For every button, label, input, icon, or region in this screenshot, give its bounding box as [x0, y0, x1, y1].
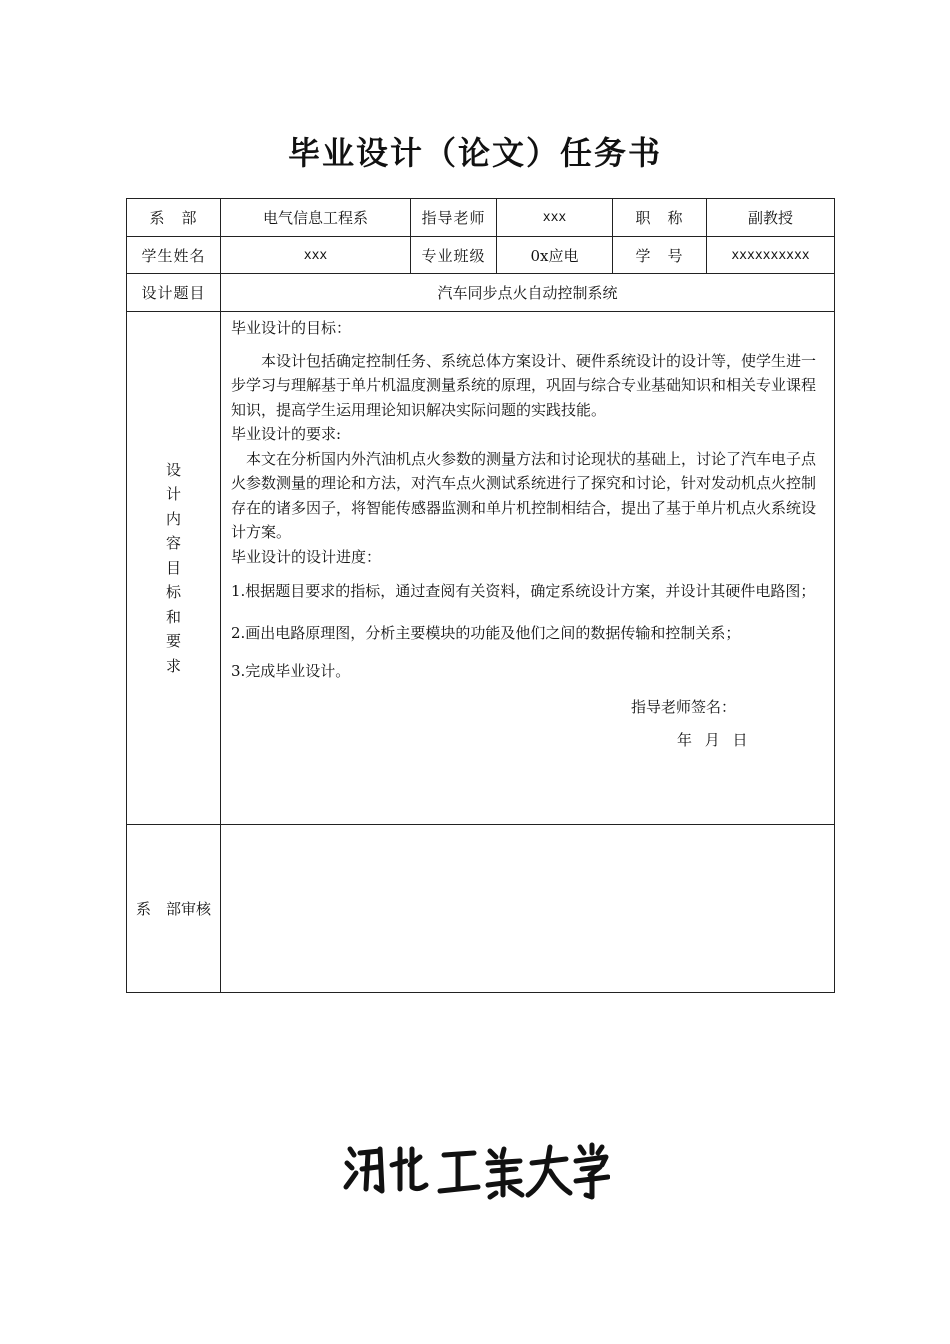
- title-rank-value: 副教授: [707, 199, 835, 237]
- logo-stroke: [346, 1149, 356, 1187]
- department-value: 电气信息工程系: [221, 199, 411, 237]
- progress-step-3: 3.完成毕业设计。: [231, 662, 351, 680]
- logo-stroke: [392, 1149, 426, 1189]
- page-title: 毕业设计（论文）任务书: [287, 134, 662, 172]
- signature-date: 年 月 日: [677, 730, 748, 749]
- logo-stroke: [440, 1153, 478, 1191]
- review-content: [221, 825, 835, 993]
- requirement-text: 本文在分析国内外汽油机点火参数的测量方法和讨论现状的基础上，讨论了汽车电子点火参数测量的理论和方法，对汽车点火测试系统进行了探究和讨论，针对发动机点火控制存在的诸多因子，将智能传感器监测和单片机控制相结合，提出了基于单片机点火系统设计方案。: [231, 449, 817, 541]
- content-label: 设计内容目标和要求: [166, 460, 182, 675]
- table-row: [127, 825, 835, 993]
- title-rank-label: 职 称: [613, 199, 707, 237]
- advisor-label: 指导老师: [411, 199, 497, 237]
- review-label: 系 部审核: [135, 899, 211, 918]
- logo-stroke: [360, 1149, 382, 1191]
- university-logo: [340, 1135, 610, 1205]
- content-label-cell: [127, 312, 221, 825]
- topic-value: 汽车同步点火自动控制系统: [221, 274, 835, 312]
- advisor-signature: 指导老师签名：: [631, 698, 737, 716]
- table-row: [127, 274, 835, 312]
- student-name-value: xxx: [221, 237, 411, 274]
- content-cell: [221, 312, 835, 825]
- advisor-value: xxx: [497, 199, 613, 237]
- goal-heading: 毕业设计的目标：: [231, 319, 352, 337]
- logo-stroke: [488, 1149, 522, 1197]
- table-row: [127, 199, 835, 237]
- student-id-value: xxxxxxxxxx: [707, 237, 835, 274]
- review-label-cell: [127, 825, 221, 993]
- requirement-heading: 毕业设计的要求:: [231, 425, 342, 443]
- topic-label: 设计题目: [127, 274, 221, 312]
- table-row: [127, 312, 835, 825]
- department-label: 系 部: [127, 199, 221, 237]
- progress-step-2: 2.画出电路原理图，分析主要模块的功能及他们之间的数据传输和控制关系；: [231, 624, 741, 642]
- class-label: 专业班级: [411, 237, 497, 274]
- task-form-table: [126, 198, 835, 993]
- class-value: 0x应电: [497, 237, 613, 274]
- progress-step-1: 1.根据题目要求的指标，通过查阅有关资料，确定系统设计方案，并设计其硬件电路图；: [231, 582, 816, 600]
- university-calligraphy-logo-icon: [340, 1135, 610, 1205]
- table-row: [127, 237, 835, 274]
- goal-text: 本设计包括确定控制任务、系统总体方案设计、硬件系统设计的设计等，使学生进一步学习与理解基于单片机温度测量系统的原理，巩固与综合专业基础知识和相关专业课程知识，提高学生运用理论知识解决实际问题的实践技能。: [231, 351, 817, 419]
- student-id-label: 学 号: [613, 237, 707, 274]
- progress-heading: 毕业设计的设计进度：: [231, 547, 382, 566]
- logo-stroke: [576, 1145, 608, 1197]
- logo-stroke: [528, 1147, 570, 1195]
- student-name-label: 学生姓名: [127, 237, 221, 274]
